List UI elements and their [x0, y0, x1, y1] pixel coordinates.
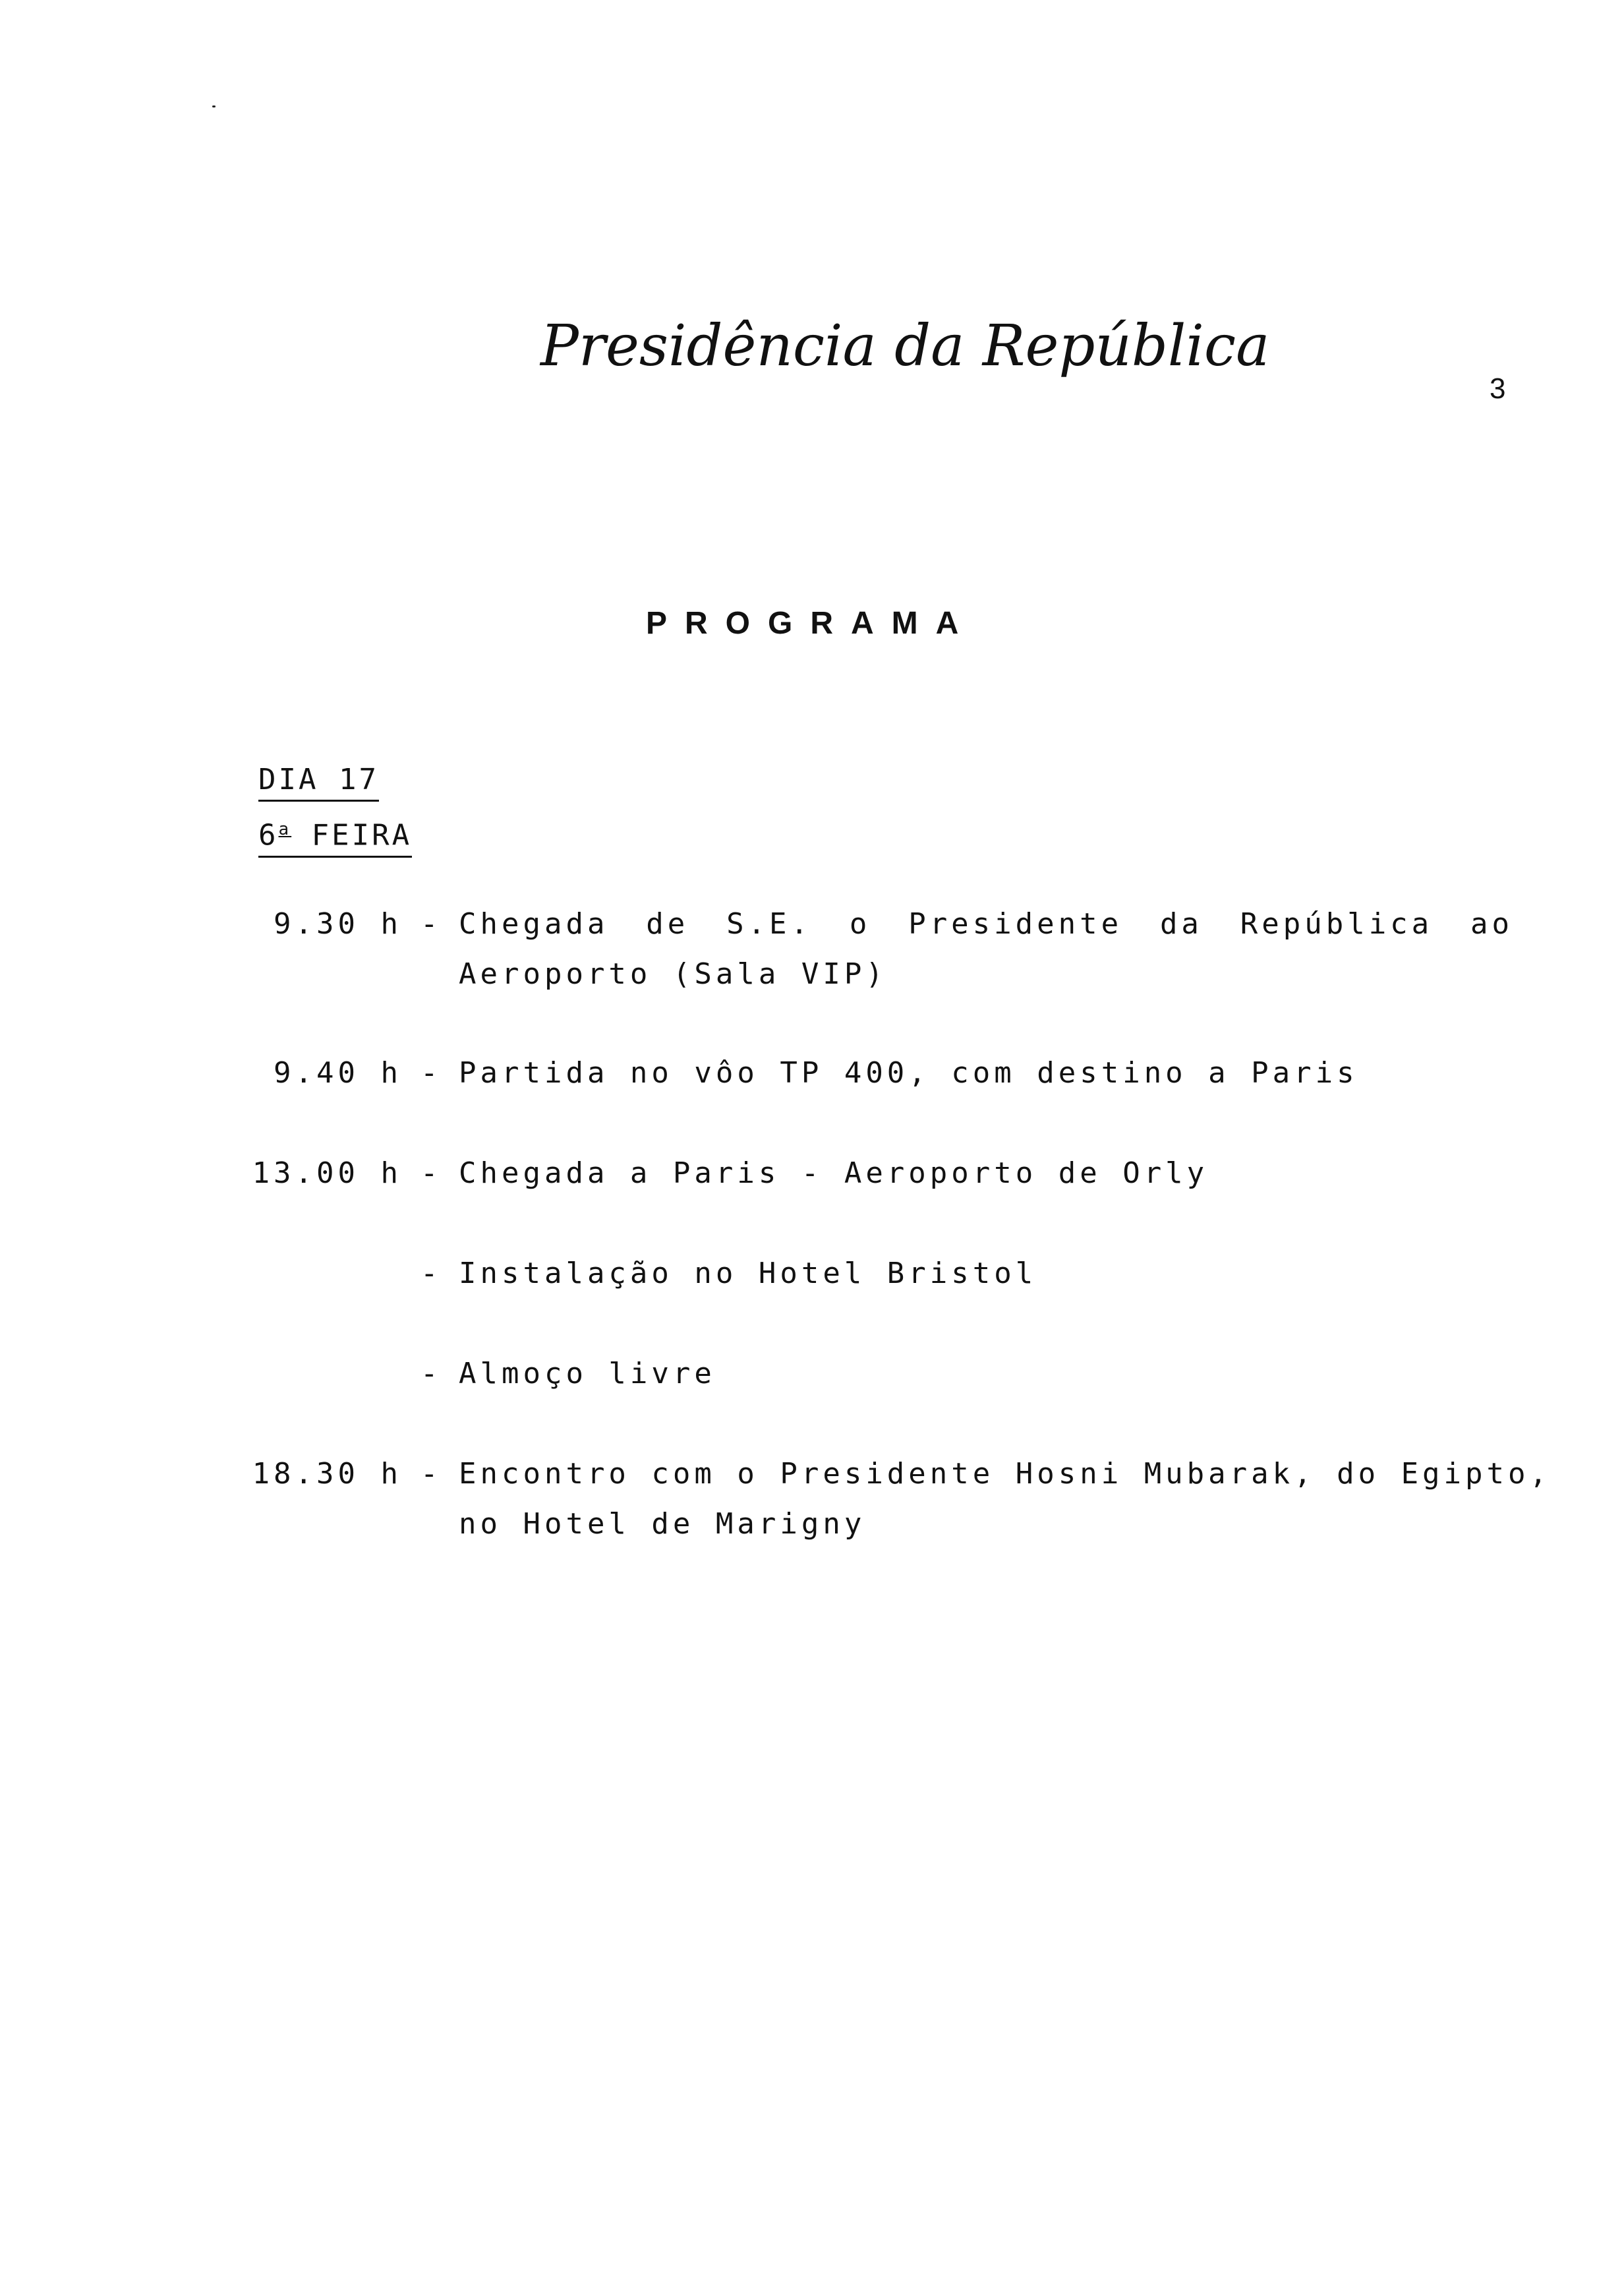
- schedule-entry: [198, 1449, 1552, 1555]
- page-number: 3: [1490, 372, 1506, 405]
- day-header: [258, 755, 412, 867]
- entry-dash: -: [420, 907, 442, 941]
- scan-speck: [212, 105, 216, 107]
- entry-word: de: [646, 907, 689, 941]
- entry-word: Chegada: [459, 907, 609, 941]
- schedule-entry: [198, 1148, 1516, 1201]
- entry-time: 9.30 h: [274, 907, 402, 941]
- entry-line: Aeroporto (Sala VIP): [459, 957, 887, 991]
- entry-line: Chegada a Paris - Aeroporto de Orly: [459, 1156, 1209, 1190]
- day-date: DIA 17: [258, 761, 379, 802]
- entry-line: Partida no vôo TP 400, com destino a Paris: [459, 1056, 1358, 1090]
- entry-word: Presidente: [908, 907, 1123, 941]
- entry-text: [459, 899, 1513, 999]
- entry-dash: -: [420, 1056, 442, 1090]
- day-weekday: [258, 811, 412, 858]
- weekday-ordinal: a: [278, 819, 292, 840]
- entry-line: Encontro com o Presidente Hosni Mubarak, do Egipto,: [459, 1457, 1552, 1491]
- entry-text: [459, 1449, 1552, 1549]
- entry-word: S.E.: [726, 907, 813, 941]
- entry-time: 18.30 h: [252, 1457, 402, 1491]
- entry-word: da: [1159, 907, 1203, 941]
- entry-dash: -: [420, 1156, 442, 1190]
- entry-line: Almoço livre: [459, 1357, 716, 1390]
- entry-line: no Hotel de Marigny: [459, 1507, 866, 1541]
- entry-text: [459, 1148, 1513, 1199]
- entry-dash: -: [420, 1357, 442, 1390]
- entry-line-justified: [459, 899, 1513, 949]
- entry-text: [459, 1249, 1513, 1299]
- document-title: PROGRAMA: [646, 606, 977, 641]
- entry-text: [459, 1349, 1513, 1399]
- schedule-entry: [198, 899, 1516, 1005]
- schedule-entry: [198, 1249, 1516, 1301]
- schedule-entry: [198, 1349, 1516, 1402]
- weekday-label: FEIRA: [291, 819, 413, 852]
- entry-time: 13.00 h: [252, 1156, 402, 1190]
- entry-text: [459, 1048, 1513, 1098]
- schedule-entry: [198, 1048, 1516, 1101]
- entry-word: o: [849, 907, 871, 941]
- entry-dash: -: [420, 1457, 442, 1491]
- entry-word: ao: [1470, 907, 1513, 941]
- entry-line: Instalação no Hotel Bristol: [459, 1257, 1037, 1290]
- weekday-number: 6: [258, 819, 279, 852]
- entry-word: República: [1240, 907, 1434, 941]
- entry-time: 9.40 h: [274, 1056, 402, 1090]
- entry-dash: -: [420, 1257, 442, 1290]
- letterhead-logo: Presidência da República: [540, 313, 1270, 379]
